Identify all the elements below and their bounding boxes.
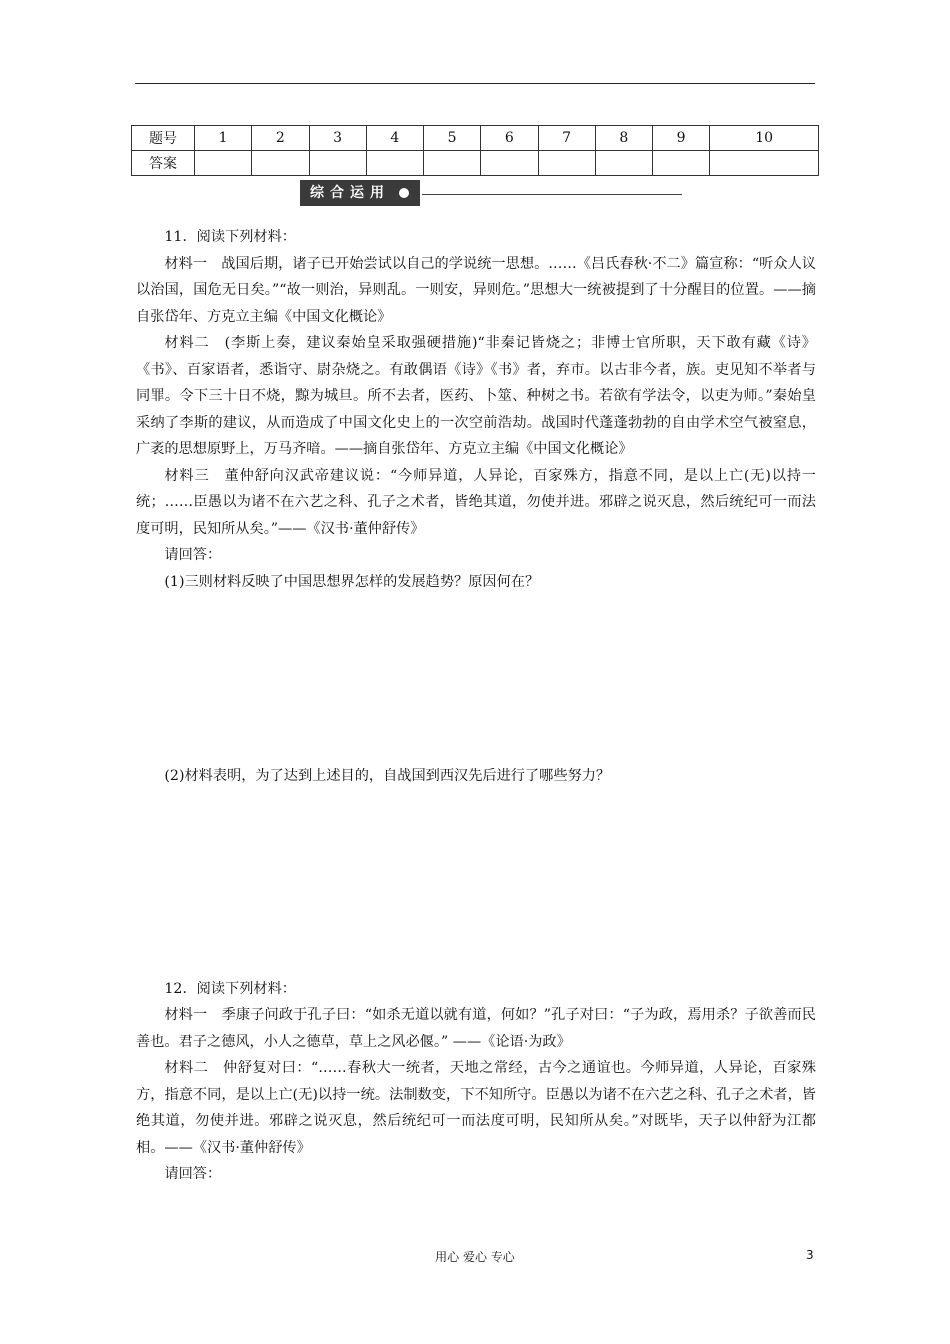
q12-prompt: 请回答： (164, 1166, 222, 1182)
answer-table (131, 125, 819, 176)
number-cell: 8 (595, 126, 652, 151)
number-cell: 7 (538, 126, 595, 151)
answer-cell (252, 151, 309, 176)
q11-material-3: 材料三 董仲舒向汉武帝建议说：“今师异道，人异论，百家殊方，指意不同，是以上亡(无)以持一统；……臣愚以为诸不在六艺之科、孔子之术者，皆绝其道，勿使并进。邪辟之说灭息，然后统纪可一而法度可明，民知所从矣。”——《汉书·董仲舒传》 (136, 467, 816, 537)
answer-row-label: 答案 (132, 151, 195, 176)
answer-cell (710, 151, 819, 176)
answer-cell (424, 151, 481, 176)
number-cell: 6 (481, 126, 538, 151)
answer-cell (595, 151, 652, 176)
q11-prompt: 请回答： (164, 547, 222, 563)
answer-cell (481, 151, 538, 176)
answer-row (132, 151, 819, 176)
q12-title: 12．阅读下列材料： (164, 980, 296, 997)
q12-material-1: 材料一 季康子问政于孔子曰：“如杀无道以就有道，何如？”孔子对曰：“子为政，焉用杀？子欲善而民善也。君子之德风，小人之德草，草上之风必偃。” ——《论语·为政》 (136, 1007, 816, 1050)
answer-cell (538, 151, 595, 176)
number-cell: 4 (366, 126, 423, 151)
q11-subquestion-1: (1)三则材料反映了中国思想界怎样的发展趋势？原因何在？ (164, 573, 540, 590)
number-cell: 9 (653, 126, 710, 151)
number-cell: 1 (195, 126, 252, 151)
footer-motto: 用心 爱心 专心 (435, 1250, 515, 1264)
q11-subquestion-2: (2)材料表明，为了达到上述目的，自战国到西汉先后进行了哪些努力？ (164, 768, 611, 784)
header-rule (135, 83, 815, 84)
number-row-label: 题号 (132, 126, 195, 151)
section-title: 综合运用 (300, 180, 420, 206)
answer-cell (366, 151, 423, 176)
answer-cell (195, 151, 252, 176)
answer-space (136, 595, 816, 763)
q11-material-2: 材料二 (李斯上奏，建议秦始皇采取强硬措施)“非秦记皆烧之；非博士官所职，天下敢有藏《诗》《书》、百家语者，悉诣守、尉杂烧之。有敢偶语《诗》《书》者，弃市。以古非今者，族。吏见知不举者与同罪。令下三十日不烧，黥为城旦。所不去者，医药、卜筮、种树之书。若欲有学法令，以吏为师。”秦始皇采纳了李斯的建议，从而造成了中国文化史上的一次空前浩劫。战国时代蓬蓬勃勃的自由学术空气被窒息，广袤的思想原野上，万马齐喑。——摘自张岱年、方克立主编《中国文化概论》 (136, 335, 816, 457)
number-cell: 3 (309, 126, 366, 151)
section-rule (422, 194, 682, 195)
q12-material-2: 材料二 仲舒复对曰：“……春秋大一统者，天地之常经，古今之通谊也。今师异道，人异论，百家殊方，指意不同，是以上亡(无)以持一统。法制数变，下不知所守。臣愚以为诸不在六艺之科、孔子之术者，皆绝其道，勿使并进。邪辟之说灭息，然后统纪可一而法度可明，民知所从矣。”对既毕，天子以仲舒为江都相。——《汉书·董仲舒传》 (136, 1060, 816, 1156)
number-cell: 10 (710, 126, 819, 151)
number-cell: 2 (252, 126, 309, 151)
bullet-dot-icon (399, 188, 409, 198)
number-row (132, 126, 819, 151)
q11-title: 11．阅读下列材料： (164, 229, 296, 245)
page-number: 3 (806, 1248, 814, 1262)
number-cell: 5 (424, 126, 481, 151)
answer-cell (653, 151, 710, 176)
answer-space (136, 790, 816, 976)
question-content (136, 224, 816, 1188)
q11-material-1: 材料一 战国后期，诸子已开始尝试以自己的学说统一思想。……《吕氏春秋·不二》篇宣称：“听众人议以治国，国危无日矣。”“故一则治，异则乱。一则安，异则危。”思想大一统被提到了十分醒目的位置。——摘自张岱年、方克立主编《中国文化概论》 (136, 255, 816, 325)
answer-cell (309, 151, 366, 176)
